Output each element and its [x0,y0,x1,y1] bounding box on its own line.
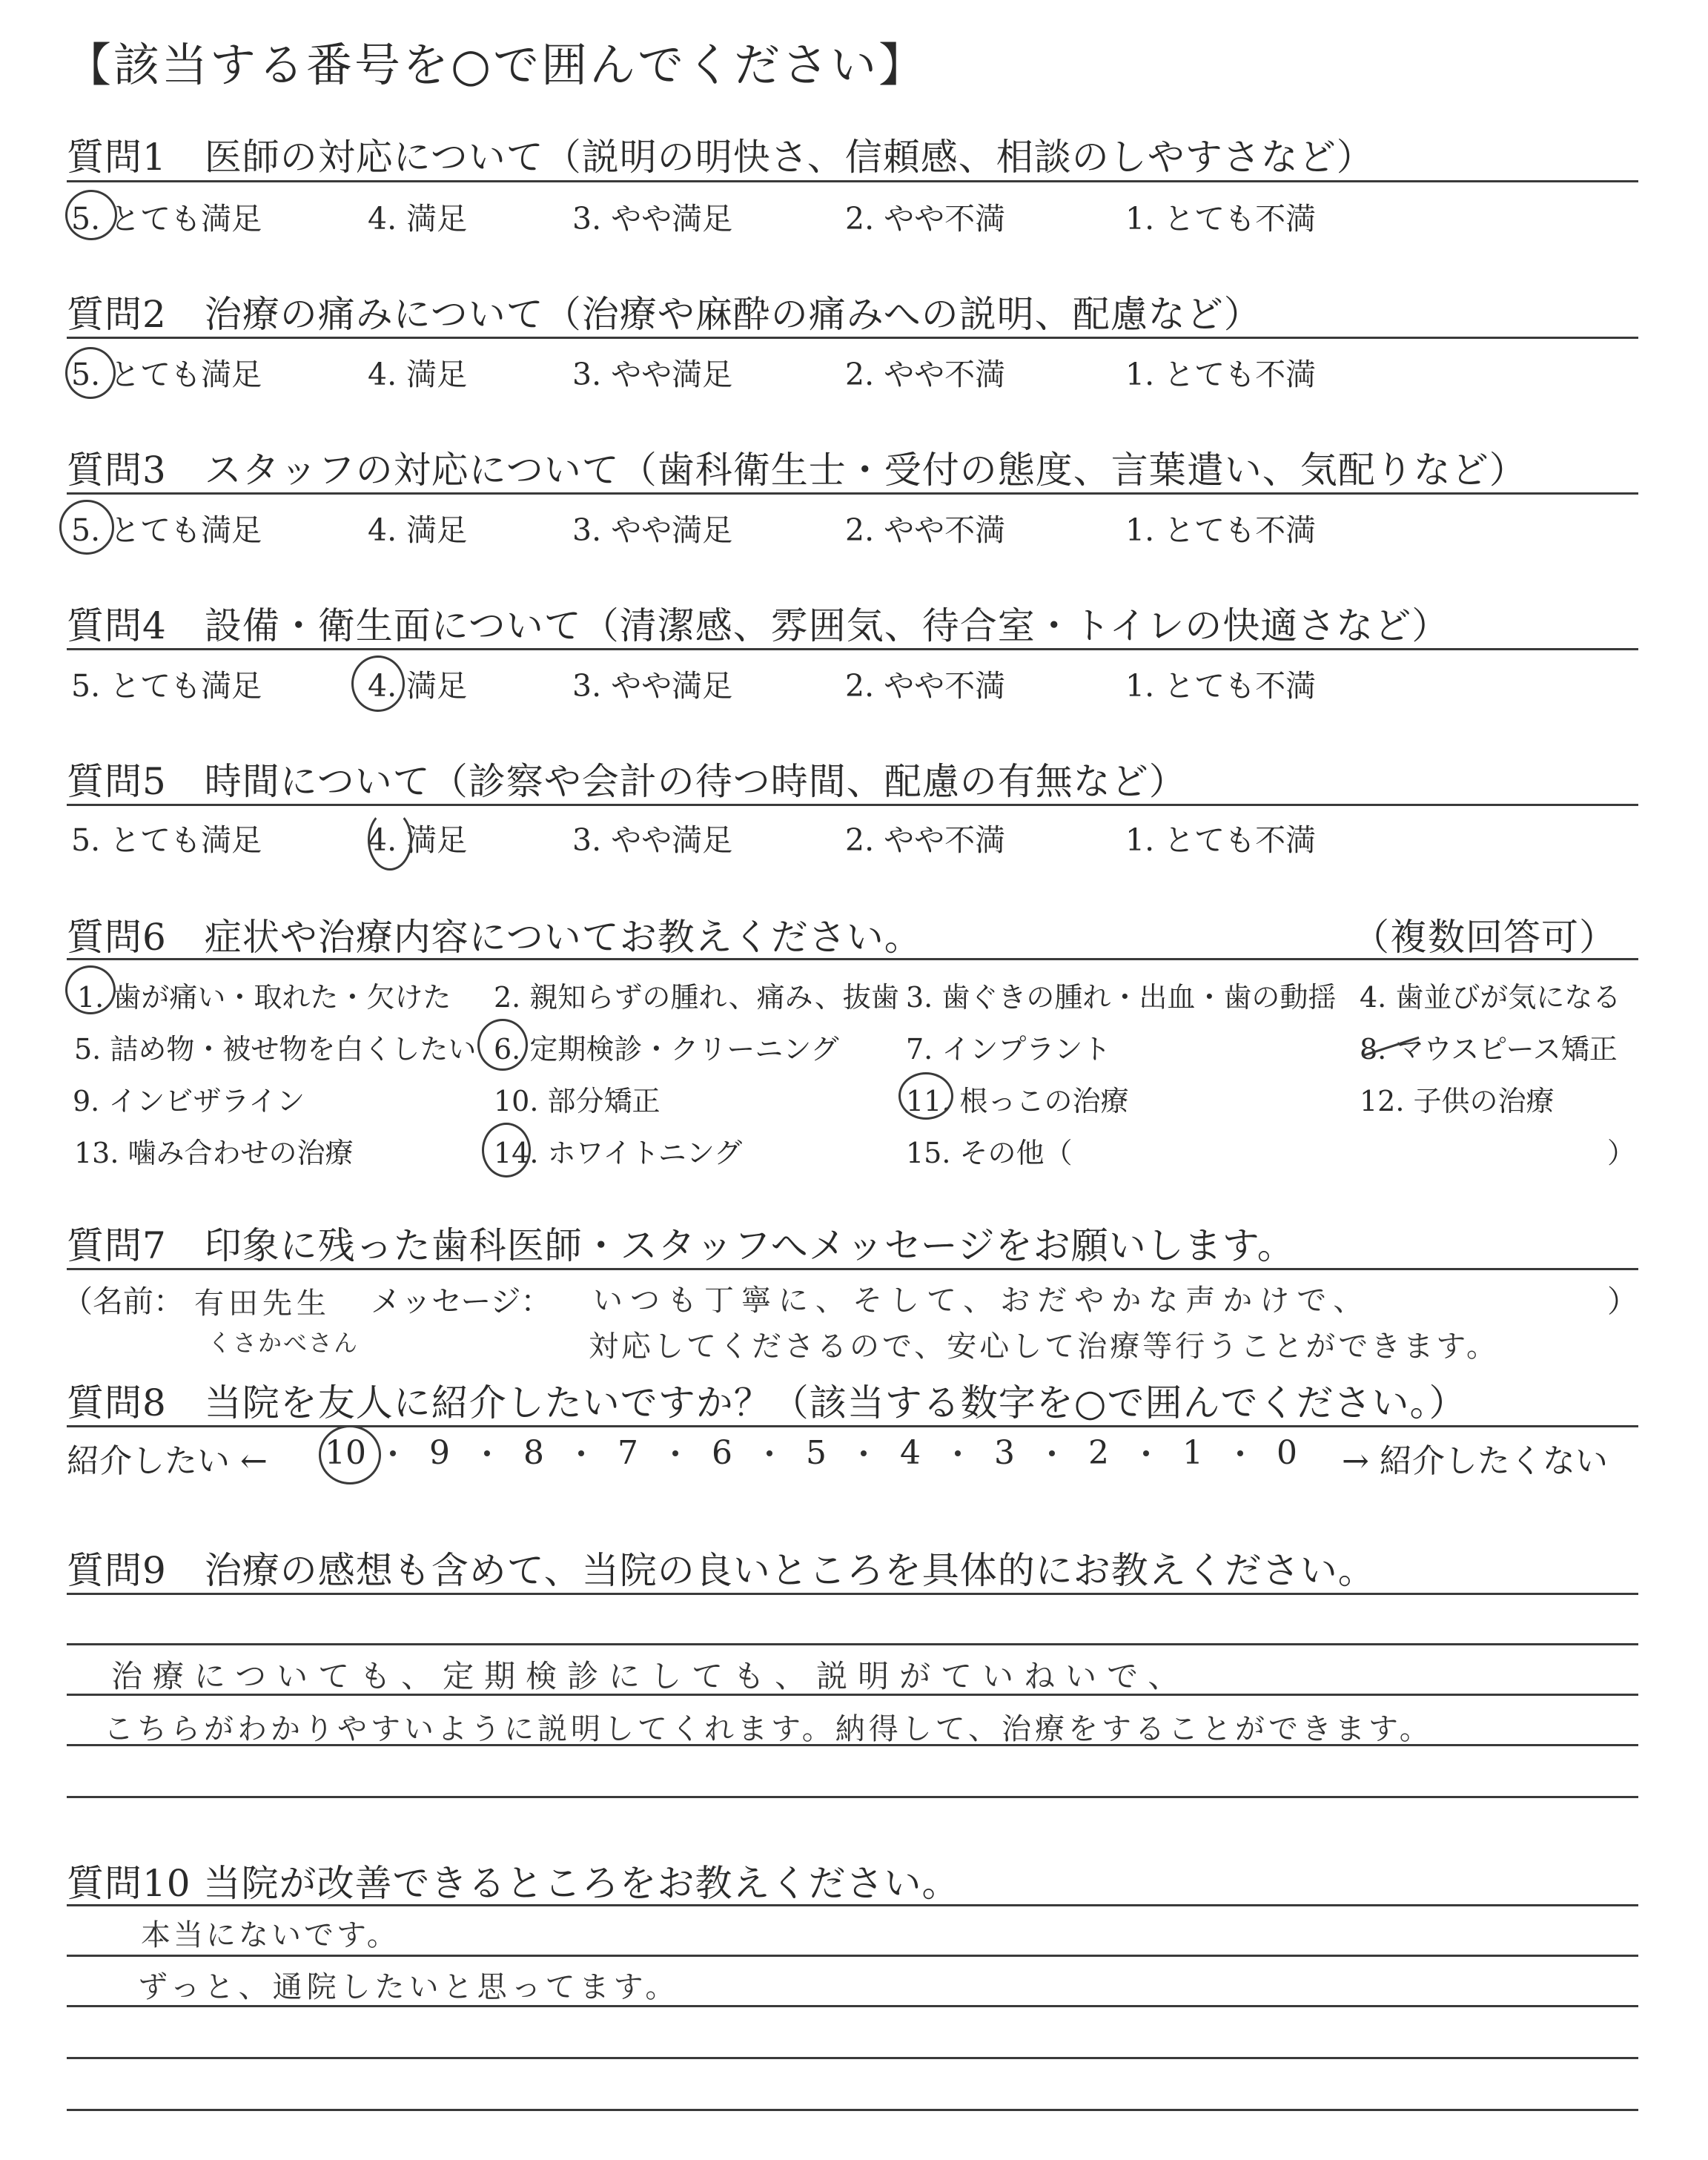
question-2-rule [67,337,1638,339]
q8-scale-1[interactable]: 1 [1182,1434,1203,1472]
question-1-title: 質問1 医師の対応について（説明の明快さ、信頼感、相談のしやすさなど） [67,136,1374,179]
q2-selection-circle [65,347,116,399]
question-9-rule-5 [67,1796,1638,1798]
q7-close-paren: ） [1607,1284,1638,1319]
q8-scale-5[interactable]: 5 [806,1434,827,1472]
q6-option-5[interactable]: 5. 詰め物・被せ物を白くしたい [74,1033,477,1066]
q5-selection-circle [368,810,412,871]
q8-right-label: → 紹介したくない [1342,1442,1608,1480]
q2-option-2[interactable]: 2. やや不満 [845,357,1006,392]
q8-left-label: 紹介したい ← [67,1442,268,1480]
question-10-rule-5 [67,2109,1638,2111]
q2-option-3[interactable]: 3. やや満足 [572,357,733,392]
q8-scale-separator-dot [1049,1450,1055,1456]
q6-option-3[interactable]: 3. 歯ぐきの腫れ・出血・歯の動揺 [906,981,1337,1014]
q6-option-9[interactable]: 9. インビザライン [73,1085,305,1117]
q4-option-3[interactable]: 3. やや満足 [572,668,733,704]
form-header: 【該当する番号を○で囲んでください】 [65,38,927,92]
q5-option-4[interactable]: 4. 満足 [368,822,468,858]
q7-name-label: （名前： [62,1284,184,1319]
q7-name-line-2: くさかべさん [208,1329,360,1357]
q2-option-4[interactable]: 4. 満足 [368,357,468,392]
q8-scale-separator-dot [1237,1450,1243,1456]
q6-option-11[interactable]: 11. 根っこの治療 [906,1085,1129,1117]
q2-option-5[interactable]: 5. とても満足 [71,357,262,392]
q8-scale-8[interactable]: 8 [523,1434,544,1472]
question-4-rule [67,648,1638,650]
question-10-rule-1 [67,1904,1638,1906]
question-1-rule [67,180,1638,182]
question-10-rule-4 [67,2057,1638,2059]
q8-scale-3[interactable]: 3 [994,1434,1015,1472]
q8-scale-separator-dot [767,1450,772,1456]
q8-scale-separator-dot [484,1450,490,1456]
q6-option-1[interactable]: 1. 歯が痛い・取れた・欠けた [77,981,451,1014]
q6-option-15[interactable]: 15. その他（ [906,1137,1073,1169]
q8-scale-9[interactable]: 9 [429,1434,450,1472]
q6-option-2[interactable]: 2. 親知らずの腫れ、痛み、抜歯 [494,981,899,1014]
q1-option-4[interactable]: 4. 満足 [368,201,468,237]
question-6-rule [67,958,1638,960]
q8-scale-separator-dot [955,1450,961,1456]
q10-answer-line-2: ずっと、通院したいと思ってます。 [138,1970,680,2004]
q3-option-5[interactable]: 5. とても満足 [71,512,262,548]
question-3-rule [67,492,1638,495]
question-5-title: 質問5 時間について（診察や会計の待つ時間、配慮の有無など） [67,760,1187,803]
q9-answer-line-2: こちらがわかりやすいように説明してくれます。納得して、治療をすることができます。 [104,1712,1433,1746]
question-9-rule-2 [67,1643,1638,1645]
q7-message-line-2: 対応してくださるので、安心して治療等行うことができます。 [589,1330,1499,1364]
q4-option-5[interactable]: 5. とても満足 [71,668,262,704]
question-10-rule-2 [67,1955,1638,1957]
q1-option-3[interactable]: 3. やや満足 [572,201,733,237]
q3-option-2[interactable]: 2. やや不満 [845,512,1006,548]
question-6-note: （複数回答可） [1352,916,1617,959]
q3-option-4[interactable]: 4. 満足 [368,512,468,548]
question-6-title: 質問6 症状や治療内容についてお教えください。 [67,916,922,959]
q8-scale-separator-dot [1143,1450,1149,1456]
q7-message-line-1: いつも丁寧に、そして、おだやかな声かけで、 [593,1284,1371,1318]
q6-option-4[interactable]: 4. 歯並びが気になる [1360,981,1621,1014]
question-3-title: 質問3 スタッフの対応について（歯科衛生士・受付の態度、言葉遣い、気配りなど） [67,449,1527,492]
q6-option-8[interactable]: 8. マウスピース矯正 [1360,1033,1618,1066]
q5-option-1[interactable]: 1. とても不満 [1125,822,1317,858]
q3-option-3[interactable]: 3. やや満足 [572,512,733,548]
q6-selection-circle-14 [482,1123,531,1178]
question-9-rule-1 [67,1593,1638,1595]
question-8-title: 質問8 当院を友人に紹介したいですか？（該当する数字を○で囲んでください。） [67,1381,1467,1424]
q3-selection-circle [59,500,114,555]
q8-scale-0[interactable]: 0 [1277,1434,1297,1472]
question-10-title: 質問10 当院が改善できるところをお教えください。 [67,1862,960,1905]
q6-option-12[interactable]: 12. 子供の治療 [1360,1085,1555,1117]
question-2-title: 質問2 治療の痛みについて（治療や麻酔の痛みへの説明、配慮など） [67,293,1262,336]
q1-selection-circle [65,190,117,240]
q7-message-label: メッセージ： [371,1284,552,1319]
question-9-title: 質問9 治療の感想も含めて、当院の良いところを具体的にお教えください。 [67,1549,1376,1592]
q5-option-2[interactable]: 2. やや不満 [845,822,1006,858]
q6-selection-circle-11 [898,1072,953,1120]
q8-scale-10[interactable]: 10 [325,1434,366,1472]
question-8-rule [67,1425,1638,1427]
q4-selection-circle [351,655,405,712]
question-5-rule [67,804,1638,806]
q8-scale-separator-dot [578,1450,584,1456]
q6-option-10[interactable]: 10. 部分矯正 [494,1085,661,1117]
q6-option-13[interactable]: 13. 噛み合わせの治療 [74,1137,354,1169]
q1-option-2[interactable]: 2. やや不満 [845,201,1006,237]
q8-scale-6[interactable]: 6 [712,1434,732,1472]
q6-option-14[interactable]: 14. ホワイトニング [494,1137,743,1169]
q1-option-1[interactable]: 1. とても不満 [1125,201,1317,237]
q8-scale-2[interactable]: 2 [1088,1434,1109,1472]
question-7-title: 質問7 印象に残った歯科医師・スタッフへメッセージをお願いします。 [67,1224,1295,1267]
q8-scale-separator-dot [672,1450,678,1456]
q3-option-1[interactable]: 1. とても不満 [1125,512,1317,548]
q10-answer-line-1: 本当にないです。 [141,1918,400,1952]
question-7-rule [67,1268,1638,1270]
q7-name-line-1: 有田先生 [194,1287,331,1321]
q6-selection-circle-1 [65,965,116,1014]
q9-answer-line-1: 治療についても、定期検診にしても、説明がていねいで、 [111,1658,1190,1694]
q6-option-7[interactable]: 7. インプラント [906,1033,1111,1066]
q4-option-2[interactable]: 2. やや不満 [845,668,1006,704]
q6-option-6[interactable]: 6. 定期検診・クリーニング [494,1033,839,1066]
q5-option-5[interactable]: 5. とても満足 [71,822,262,858]
q6-selection-circle-6 [477,1019,528,1071]
q8-scale-separator-dot [861,1450,867,1456]
q2-option-1[interactable]: 1. とても不満 [1125,357,1317,392]
q8-selection-circle [319,1425,381,1484]
q4-option-4[interactable]: 4. 満足 [368,668,468,704]
q8-scale-separator-dot [390,1450,396,1456]
question-4-title: 質問4 設備・衛生面について（清潔感、雰囲気、待合室・トイレの快適さなど） [67,604,1450,647]
q1-option-5[interactable]: 5. とても満足 [71,201,262,237]
q4-option-1[interactable]: 1. とても不満 [1125,668,1317,704]
q6-other-close-paren: ） [1607,1137,1636,1169]
q8-scale-7[interactable]: 7 [618,1434,638,1472]
q5-option-3[interactable]: 3. やや満足 [572,822,733,858]
q8-scale-4[interactable]: 4 [900,1434,921,1472]
